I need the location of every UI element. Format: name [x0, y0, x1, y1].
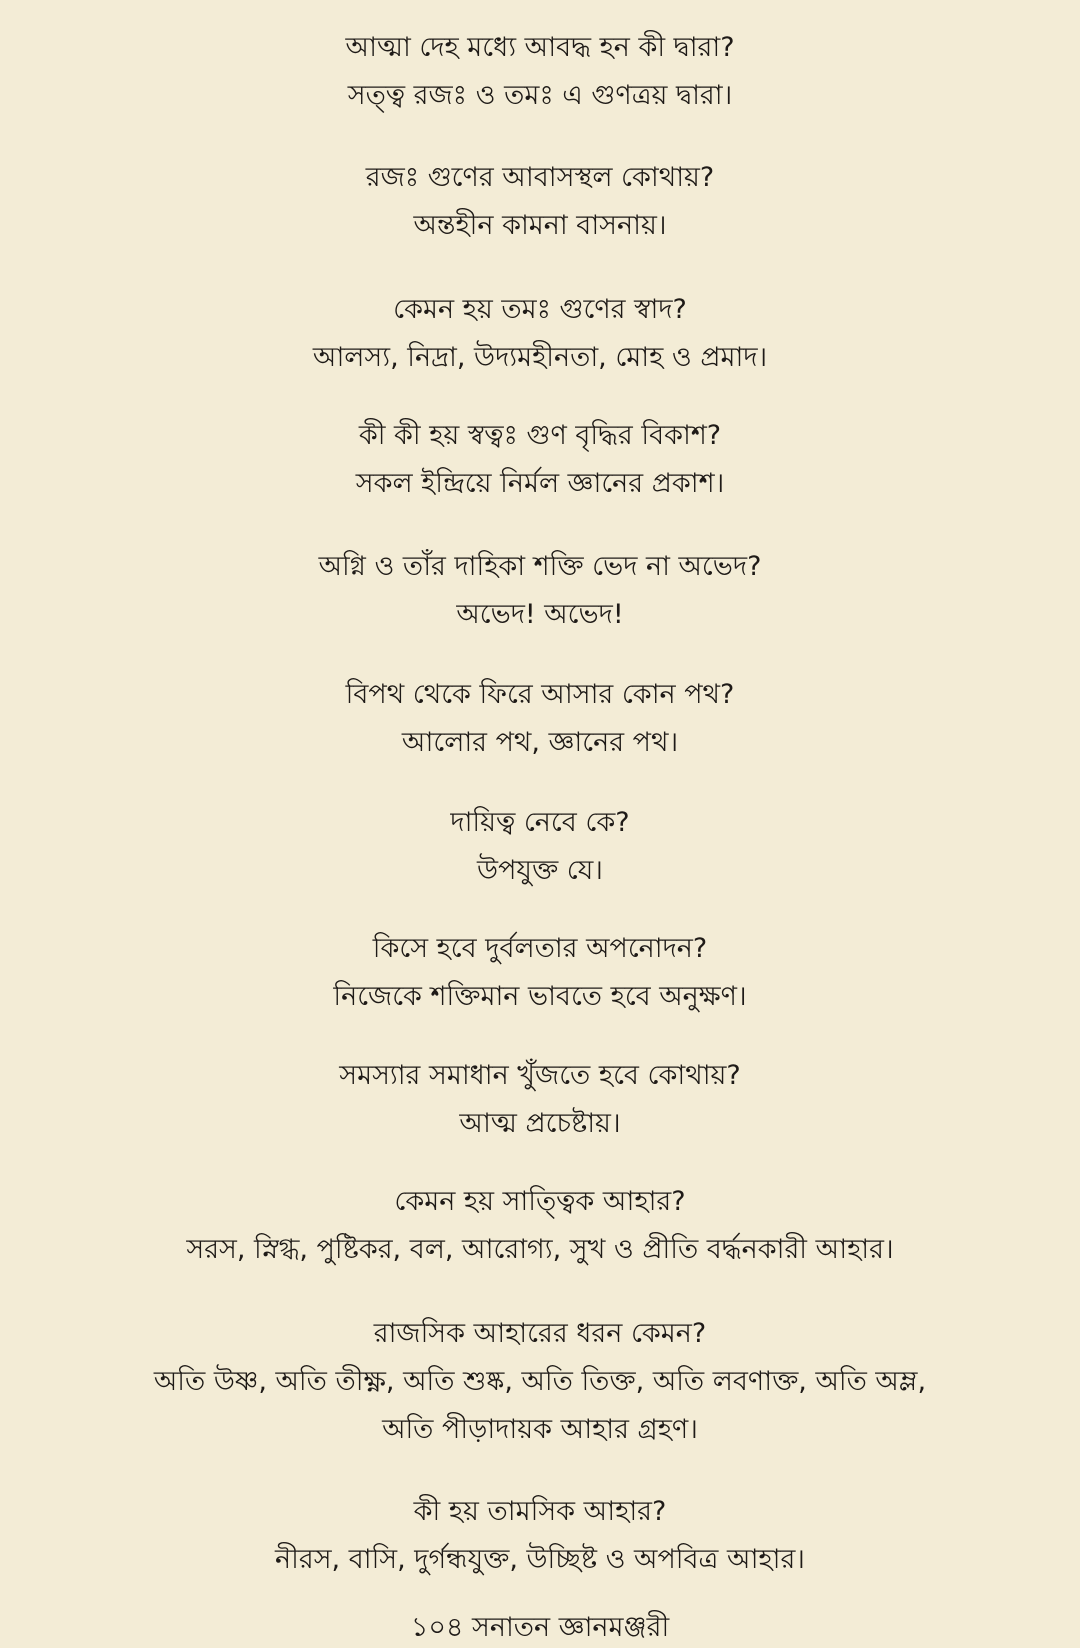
- question-text: দায়িত্ব নেবে কে?: [450, 807, 630, 838]
- answer-text: নীরস, বাসি, দুর্গন্ধযুক্ত, উচ্ছিষ্ট ও অপবিত্র আহার।: [275, 1544, 805, 1575]
- answer-text-continued: অতি পীড়াদায়ক আহার গ্রহণ।: [382, 1414, 698, 1445]
- qa-pair-12: [0, 1488, 1080, 1584]
- qa-pair-10: [0, 1178, 1080, 1274]
- question-text: সমস্যার সমাধান খুঁজতে হবে কোথায়?: [339, 1060, 741, 1091]
- question-text: কী হয় তামসিক আহার?: [413, 1496, 667, 1527]
- question-text: কিসে হবে দুর্বলতার অপনোদন?: [372, 933, 708, 964]
- qa-pair-2: [0, 154, 1080, 250]
- qa-pair-11: [0, 1310, 1080, 1454]
- answer-text: উপযুক্ত যে।: [477, 855, 603, 886]
- qa-pair-7: [0, 799, 1080, 895]
- question-text: আত্মা দেহ মধ্যে আবদ্ধ হন কী দ্বারা?: [345, 32, 735, 63]
- answer-text: সকল ইন্দ্রিয়ে নির্মল জ্ঞানের প্রকাশ।: [355, 468, 725, 499]
- answer-text: অভেদ! অভেদ!: [456, 599, 624, 630]
- question-text: রজঃ গুণের আবাসস্থল কোথায়?: [365, 162, 715, 193]
- question-text: কেমন হয় সাত্ত্বিক আহার?: [394, 1186, 686, 1217]
- question-text: রাজসিক আহারের ধরন কেমন?: [373, 1318, 707, 1349]
- qa-pair-5: [0, 543, 1080, 639]
- answer-text: আলোর পথ, জ্ঞানের পথ।: [401, 727, 679, 758]
- qa-pair-1: [0, 24, 1080, 120]
- question-text: কী কী হয় স্বত্বঃ গুণ বৃদ্ধির বিকাশ?: [358, 420, 722, 451]
- qa-pair-8: [0, 925, 1080, 1021]
- qa-pair-6: [0, 671, 1080, 767]
- answer-text: আত্ম প্রচেষ্টায়।: [459, 1108, 621, 1139]
- qa-pair-4: [0, 412, 1080, 508]
- page-footer: ১০৪ সনাতন জ্ঞানমঞ্জরী: [410, 1612, 670, 1643]
- answer-text: আলস্য, নিদ্রা, উদ্যমহীনতা, মোহ ও প্রমাদ।: [312, 342, 768, 373]
- answer-text: সরস, স্নিগ্ধ, পুষ্টিকর, বল, আরোগ্য, সুখ ও প্রীতি বর্দ্ধনকারী আহার।: [186, 1234, 894, 1265]
- question-text: অগ্নি ও তাঁর দাহিকা শক্তি ভেদ না অভেদ?: [318, 551, 762, 582]
- qa-pair-3: [0, 286, 1080, 382]
- question-text: কেমন হয় তমঃ গুণের স্বাদ?: [393, 294, 687, 325]
- answer-text: অন্তহীন কামনা বাসনায়।: [413, 210, 667, 241]
- answer-text: নিজেকে শক্তিমান ভাবতে হবে অনুক্ষণ।: [333, 981, 747, 1012]
- answer-text: সত্ত্ব রজঃ ও তমঃ এ গুণত্রয় দ্বারা।: [347, 80, 733, 111]
- answer-text: অতি উষ্ণ, অতি তীক্ষ্ণ, অতি শুষ্ক, অতি তিক্ত, অতি লবণাক্ত, অতি অম্ল,: [153, 1366, 927, 1397]
- question-text: বিপথ থেকে ফিরে আসার কোন পথ?: [345, 679, 735, 710]
- qa-pair-9: [0, 1052, 1080, 1148]
